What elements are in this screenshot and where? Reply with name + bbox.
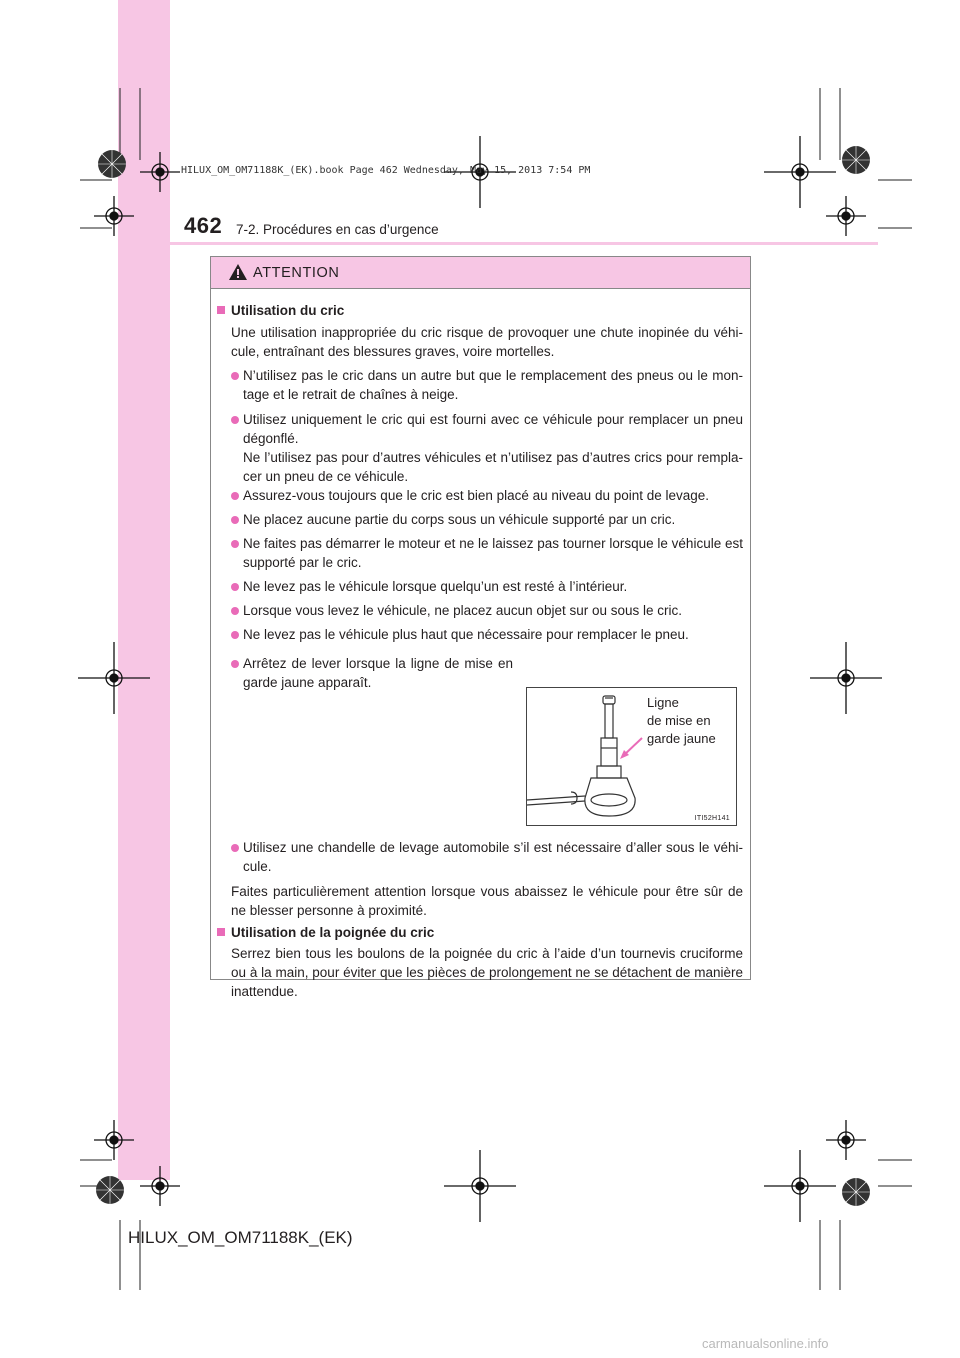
watermark: carmanualsonline.info xyxy=(702,1336,829,1351)
bullet-icon xyxy=(231,844,239,852)
print-stamp: HILUX_OM_OM71188K_(EK).book Page 462 Wednesday, May 15, 2013 7:54 PM xyxy=(181,165,591,176)
bullet-item: N’utilisez pas le cric dans un autre but que le remplacement des pneus ou le mon-tage et le retrait de chaînes à neige. xyxy=(243,368,743,402)
bullet-icon xyxy=(231,516,239,524)
square-bullet-icon xyxy=(217,306,225,314)
warning-triangle-icon xyxy=(229,264,247,280)
bullet-item: Lorsque vous levez le véhicule, ne placez aucun objet sur ou sous le cric. xyxy=(243,603,683,618)
section-title: 7-2. Procédures en cas d’urgence xyxy=(236,222,439,237)
section-heading-cric: Utilisation du cric xyxy=(217,301,344,320)
bullet-item-continuation: Ne l’utilisez pas pour d’autres véhicules et n’utilisez pas d’autres crics pour rempla-cer un pneu de ce véhicule. xyxy=(243,450,743,484)
paragraph-intro: Une utilisation inappropriée du cric risque de provoquer une chute inopinée du véhi-cule, entraînant des blessures graves, voire mortelles. xyxy=(231,325,743,359)
bullet-item: Arrêtez de lever lorsque la ligne de mise en garde jaune apparaît. xyxy=(243,656,513,690)
bullet-icon xyxy=(231,492,239,500)
bullet-icon xyxy=(231,540,239,548)
bullet-item: Ne faites pas démarrer le moteur et ne le laissez pas tourner lorsque le véhicule est supporté par le cric. xyxy=(243,536,743,570)
warning-header xyxy=(211,257,750,289)
bullet-item: Ne levez pas le véhicule lorsque quelqu’un est resté à l’intérieur. xyxy=(243,579,628,594)
figure-callout-label: Ligne de mise en garde jaune xyxy=(647,695,716,746)
bullet-icon xyxy=(231,607,239,615)
bullet-icon xyxy=(231,660,239,668)
bullet-icon xyxy=(231,631,239,639)
paragraph-handle: Serrez bien tous les boulons de la poignée du cric à l’aide d’un tournevis cruciforme ou à la main, pour éviter que les pièces de prolongement ne se détachent de manière inattendue. xyxy=(231,946,743,999)
bullet-item: Utilisez une chandelle de levage automobile s’il est nécessaire d’aller sous le véhi-cule. xyxy=(243,840,743,874)
bullet-icon xyxy=(231,416,239,424)
section-heading-handle: Utilisation de la poignée du cric xyxy=(217,923,434,942)
warning-title: ATTENTION xyxy=(253,265,340,281)
page-number: 462 xyxy=(184,213,223,238)
warning-box xyxy=(210,256,751,999)
jack-illustration xyxy=(526,687,737,826)
figure-code: ITI52H141 xyxy=(694,815,730,822)
bullet-icon xyxy=(231,583,239,591)
bullet-item: Assurez-vous toujours que le cric est bien placé au niveau du point de levage. xyxy=(243,488,710,503)
square-bullet-icon xyxy=(217,928,225,936)
bullet-item: Utilisez uniquement le cric qui est fourni avec ce véhicule pour remplacer un pneu dégonflé. xyxy=(243,412,743,446)
paragraph-closing: Faites particulièrement attention lorsque vous abaissez le véhicule pour être sûr de ne blesser personne à proximité. xyxy=(231,884,743,918)
footer-code: HILUX_OM_OM71188K_(EK) xyxy=(128,1228,353,1247)
bullet-icon xyxy=(231,372,239,380)
bullet-item: Ne levez pas le véhicule plus haut que nécessaire pour remplacer le pneu. xyxy=(243,627,689,642)
bullet-item: Ne placez aucune partie du corps sous un véhicule supporté par un cric. xyxy=(243,512,676,527)
